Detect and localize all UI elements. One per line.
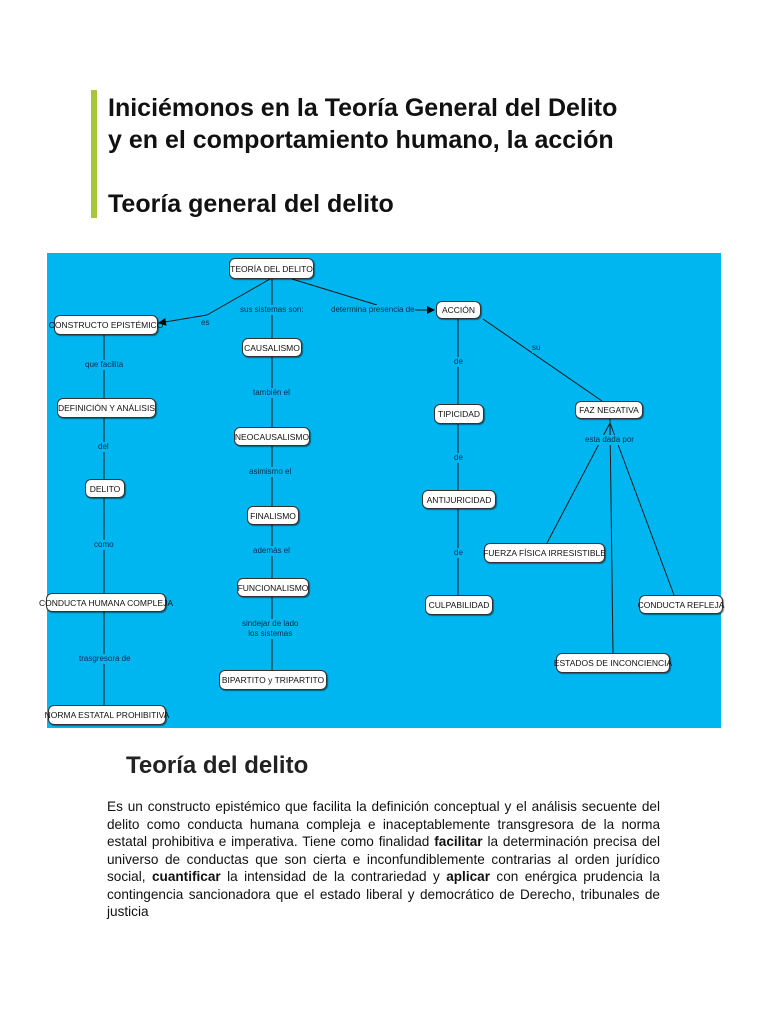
label-sus-sistemas-son: sus sistemas son:: [240, 305, 304, 314]
node-funcionalismo: FUNCIONALISMO: [237, 578, 309, 597]
node-conducta-refleja: CONDUCTA REFLEJA: [639, 595, 723, 614]
label-es: es: [201, 318, 210, 327]
label-de-3: de: [454, 548, 463, 557]
label-su: su: [532, 343, 541, 352]
page-subtitle: Teoría general del delito: [108, 190, 394, 218]
link-faz-inconciencia: [610, 423, 613, 653]
section-paragraph: [107, 798, 660, 921]
section-title: Teoría del delito: [126, 752, 309, 779]
node-antijuricidad: ANTIJURICIDAD: [422, 490, 496, 509]
node-teoria-del-delito: TEORÍA DEL DELITO: [229, 258, 314, 279]
node-causalismo: CAUSALISMO: [242, 338, 302, 357]
link-faz-refleja: [610, 423, 674, 595]
node-finalismo: FINALISMO: [247, 506, 299, 525]
arrow-to-constructo: [159, 315, 207, 323]
node-tipicidad: TIPICIDAD: [434, 404, 484, 424]
node-faz-negativa: FAZ NEGATIVA: [575, 401, 643, 419]
node-estados-de-inconciencia: ESTADOS DE INCONCIENCIA: [556, 653, 670, 673]
node-bipartito-y-tripartito: BIPARTITO y TRIPARTITO: [219, 670, 327, 690]
label-sindejar-de-lado: [242, 619, 298, 639]
label-tambien-el: también el: [253, 388, 290, 397]
label-sindejar-line-1: sindejar de lado: [242, 619, 299, 628]
paragraph-part-1: Es un constructo epistémico que facilita la definición conceptual y el análisis secuente del delito como conducta humana compleja e inaceptablemente transgresora de la norma estatal prohibitiva e imperativa. Tiene como finalidad: [107, 799, 660, 849]
node-accion: ACCIÓN: [436, 301, 481, 319]
link-teoria-accion: [292, 279, 377, 305]
paragraph-part-2: la determinación precisa del universo de conductas que son cierta e inconfundiblemente contrarias al orden jurídico social,: [107, 834, 660, 884]
title-accent-bar: [91, 90, 97, 218]
paragraph-part-3: la intensidad de la contrariedad y: [220, 869, 447, 884]
node-neocausalismo: NEOCAUSALISMO: [234, 427, 310, 446]
node-fuerza-fisica-irresistible: FUERZA FÍSICA IRRESISTIBLE: [484, 543, 605, 563]
link-accion-faz: [483, 319, 602, 401]
label-que-facilita: que facilita: [85, 360, 124, 369]
page-title-line-2: y en el comportamiento humano, la acción: [108, 126, 614, 154]
concept-map: [39, 253, 725, 728]
label-esta-dada-por: esta dada por: [585, 435, 634, 444]
label-ademas-el: además el: [253, 546, 290, 555]
node-constructo-epistemico: CONSTRUCTO EPISTÉMICO: [54, 315, 158, 335]
label-determina-presencia-de: determina presencia de: [331, 305, 415, 314]
node-culpabilidad: CULPABILIDAD: [425, 595, 493, 615]
bold-aplicar: aplicar: [446, 869, 491, 884]
page-title-line-1: Iniciémonos en la Teoría General del Delito: [108, 94, 618, 122]
label-trasgresora-de: trasgresora de: [79, 654, 131, 663]
node-conducta-humana-compleja: CONDUCTA HUMANA COMPLEJA: [46, 593, 166, 612]
label-de-1: de: [454, 357, 463, 366]
bold-cuantificar: cuantificar: [151, 869, 221, 884]
label-de-2: de: [454, 453, 463, 462]
label-sindejar-line-2: los sistemas: [248, 629, 293, 638]
label-del: del: [98, 442, 109, 451]
page-title: [108, 92, 748, 156]
bold-facilitar: facilitar: [434, 834, 483, 849]
paragraph-part-4: con enérgica prudencia la contingencia sancionadora que el estado liberal y democrático de Derecho, tribunales de justicia: [107, 869, 660, 919]
node-norma-estatal-prohibitiva: NORMA ESTATAL PROHIBITIVA: [48, 705, 166, 725]
label-como: como: [94, 540, 114, 549]
node-delito: DELITO: [85, 479, 125, 498]
node-definicion-y-analisis: DEFINICIÓN Y ANÁLISIS: [57, 398, 156, 418]
label-asimismo-el: asimismo el: [249, 467, 292, 476]
